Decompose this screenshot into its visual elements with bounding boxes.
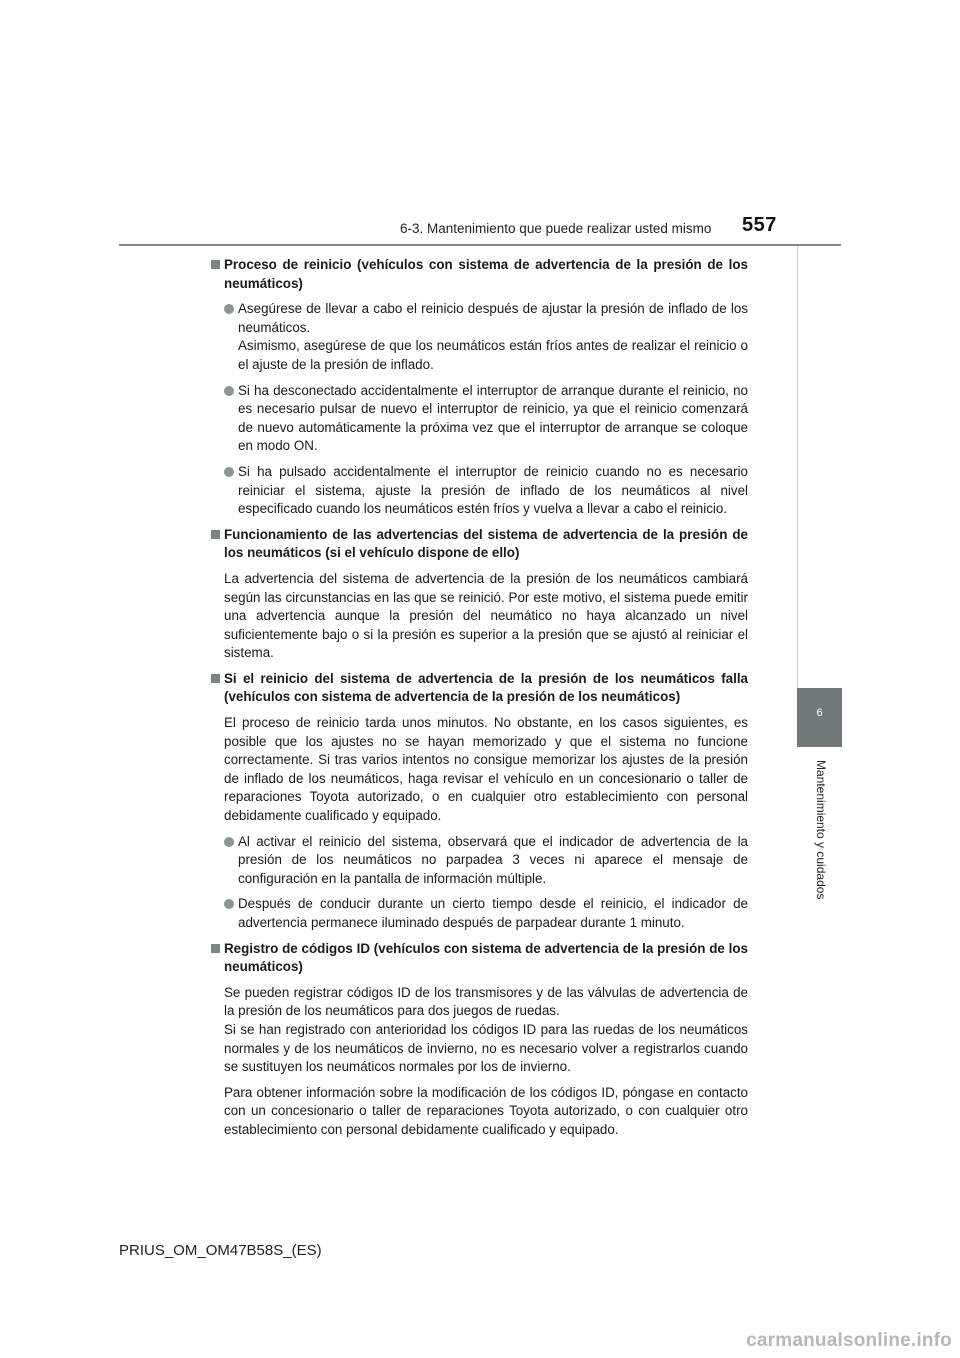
side-rule [797, 246, 798, 688]
paragraph: El proceso de reinicio tarda unos minutos. No obstante, en los casos siguientes, es posible que los ajustes no se hayan memorizado y que el sistema no funcione correctamente. Si tras varios intentos no consigue memorizar los ajustes de la presión de inflado de los neumáticos, haga revisar el vehículo en un concesionario o taller de reparaciones Toyota autorizado, o en cualquier otro establecimiento con personal debidamente cualificado y equipado. [224, 715, 748, 824]
paragraph-line: Se pueden registrar códigos ID de los transmisores y de las válvulas de advertencia de la presión de los neumáticos para dos juegos de ruedas. [224, 984, 748, 1019]
paragraph-line: Si se han registrado con anterioridad los códigos ID para las ruedas de los neumáticos normales y de los neumáticos de invierno, no es necesario volver a registrarlos cuando se sustituyen los neumáticos normales por los de invierno. [224, 1021, 748, 1075]
header-section-title: 6-3. Mantenimiento que puede realizar usted mismo [400, 221, 712, 236]
circle-bullet-icon [224, 304, 234, 314]
square-bullet-icon [211, 674, 220, 683]
bullet-text: Al activar el reinicio del sistema, observará que el indicador de advertencia de la presión de los neumáticos no parpadea 3 veces ni aparece el mensaje de configuración en la pantalla de información múltiple. [238, 833, 748, 886]
page-number: 557 [742, 214, 777, 236]
chapter-label: Mantenimiento y cuidados [814, 760, 828, 900]
document-code: PRIUS_OM_OM47B58S_(ES) [119, 1242, 322, 1259]
bullet-text: Si ha desconectado accidentalmente el interruptor de arranque durante el reinicio, no es necesario pulsar de nuevo el interruptor de reinicio, ya que el reinicio comenzará de nuevo automáticamente la próxima vez que el interruptor de arranque se coloque en modo ON. [238, 382, 748, 454]
header-rule [119, 244, 841, 246]
square-bullet-icon [211, 944, 220, 953]
watermark: carmanualsonline.info [746, 1330, 952, 1351]
bullet-item [211, 463, 748, 519]
section-heading [211, 940, 748, 977]
bullet-item [211, 300, 748, 374]
section-heading-text: Proceso de reinicio (vehículos con sistema de advertencia de la presión de los neumáticos) [224, 257, 748, 291]
paragraph: Para obtener información sobre la modificación de los códigos ID, póngase en contacto con un concesionario o taller de reparaciones Toyota autorizado, o con cualquier otro establecimiento con personal debidamente cualificado y equipado. [224, 1084, 748, 1137]
square-bullet-icon [211, 530, 220, 539]
circle-bullet-icon [224, 386, 234, 396]
paragraph: La advertencia del sistema de advertencia de la presión de los neumáticos cambiará según las circunstancias en las que se reinició. Por este motivo, el sistema puede emitir una advertencia aunque la presión del neumático no haya alcanzado un nivel suficientemente bajo o si la presión es superior a la presión que se ajustó al reiniciar el sistema. [224, 570, 748, 661]
section-heading-text: Si el reinicio del sistema de advertencia de la presión de los neumáticos falla (vehículos con sistema de advertencia de la presión de los neumáticos) [224, 670, 748, 705]
bullet-item [211, 895, 748, 932]
circle-bullet-icon [224, 899, 234, 909]
circle-bullet-icon [224, 837, 234, 847]
bullet-item [211, 382, 748, 456]
bullet-text: Asimismo, asegúrese de que los neumáticos están fríos antes de realizar el reinicio o el ajuste de la presión de inflado. [238, 338, 748, 372]
page-content [211, 256, 748, 1147]
paragraph [211, 984, 748, 1077]
section-heading [211, 256, 748, 293]
section-heading-text: Registro de códigos ID (vehículos con sistema de advertencia de la presión de los neumáticos) [224, 940, 748, 975]
section-heading [211, 670, 748, 707]
bullet-text: Después de conducir durante un cierto tiempo desde el reinicio, el indicador de advertencia permanece iluminado después de parpadear durante 1 minuto. [238, 896, 748, 930]
section-heading [211, 526, 748, 563]
square-bullet-icon [211, 260, 220, 269]
section-heading-text: Funcionamiento de las advertencias del sistema de advertencia de la presión de los neumáticos (si el vehículo dispone de ello) [224, 526, 748, 561]
bullet-text: Asegúrese de llevar a cabo el reinicio después de ajustar la presión de inflado de los neumáticos. [238, 301, 748, 335]
bullet-item [211, 833, 748, 889]
chapter-tab [797, 688, 842, 747]
bullet-text: Si ha pulsado accidentalmente el interruptor de reinicio cuando no es necesario reiniciar el sistema, ajuste la presión de inflado de los neumáticos al nivel especificado cuando los neumáticos estén fríos y vuelva a llevar a cabo el reinicio. [238, 463, 748, 517]
circle-bullet-icon [224, 467, 234, 477]
chapter-number: 6 [816, 707, 823, 719]
